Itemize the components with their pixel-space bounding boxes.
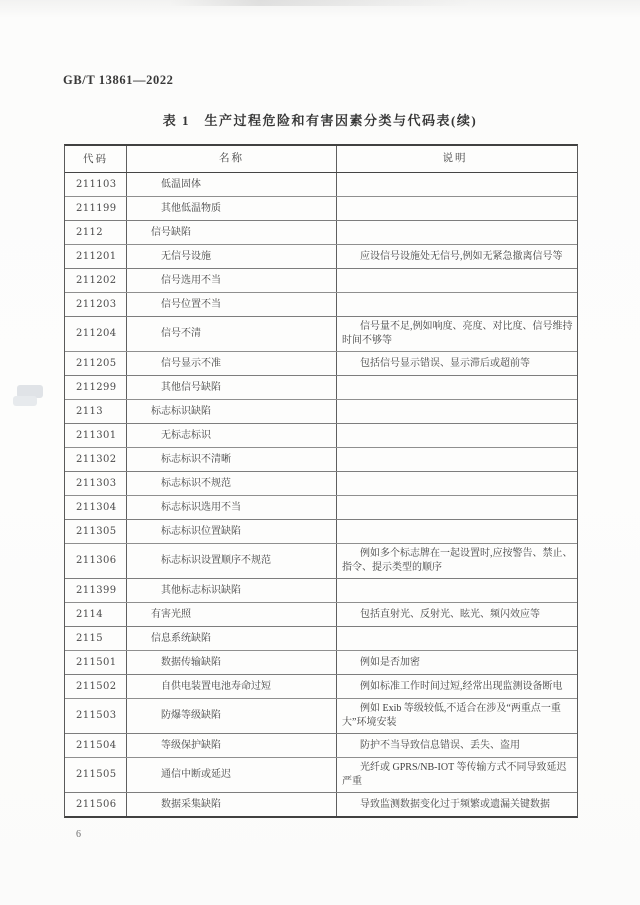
code-cell: 211302 xyxy=(65,448,127,471)
code-cell: 211506 xyxy=(65,793,127,816)
table-row xyxy=(65,793,577,816)
name-cell: 其他信号缺陷 xyxy=(127,376,337,399)
description-cell xyxy=(337,376,577,399)
table-row xyxy=(65,758,577,793)
watermark-icon xyxy=(13,385,44,408)
name-cell: 等级保护缺陷 xyxy=(127,734,337,757)
code-cell: 211306 xyxy=(65,544,127,578)
description-cell: 例如是否加密 xyxy=(360,656,420,668)
name-cell: 自供电装置电池寿命过短 xyxy=(127,675,337,698)
description-cell xyxy=(337,496,577,519)
description-cell xyxy=(337,627,577,650)
name-cell: 标志标识设置顺序不规范 xyxy=(127,544,337,578)
column-header-code: 代码 xyxy=(65,146,127,172)
name-cell: 标志标识位置缺陷 xyxy=(127,520,337,543)
page-number: 6 xyxy=(76,829,81,840)
table-row xyxy=(65,734,577,758)
table-row xyxy=(65,245,577,269)
description-cell xyxy=(337,221,577,244)
name-cell: 低温固体 xyxy=(127,173,337,196)
description-cell xyxy=(337,448,577,471)
description-cell: 例如多个标志牌在一起设置时,应按警告、禁止、指令、提示类型的顺序 xyxy=(342,548,573,573)
name-cell: 标志标识不清晰 xyxy=(127,448,337,471)
name-cell: 信号选用不当 xyxy=(127,269,337,292)
description-cell xyxy=(337,269,577,292)
description-cell: 例如标准工作时间过短,经常出现监测设备断电 xyxy=(360,680,563,692)
description-cell: 包括信号显示错误、显示滞后或超前等 xyxy=(360,357,530,369)
description-cell xyxy=(337,400,577,423)
code-cell: 211103 xyxy=(65,173,127,196)
table-row xyxy=(65,472,577,496)
code-cell: 211301 xyxy=(65,424,127,447)
table-row xyxy=(65,221,577,245)
code-cell: 211201 xyxy=(65,245,127,268)
code-cell: 211305 xyxy=(65,520,127,543)
code-cell: 211205 xyxy=(65,352,127,375)
name-cell: 其他低温物质 xyxy=(127,197,337,220)
table-row xyxy=(65,173,577,197)
name-cell: 数据采集缺陷 xyxy=(127,793,337,816)
description-cell xyxy=(337,173,577,196)
code-cell: 2113 xyxy=(65,400,127,423)
name-cell: 信号不清 xyxy=(127,317,337,351)
table-row xyxy=(65,317,577,352)
name-cell: 信号位置不当 xyxy=(127,293,337,316)
name-cell: 无信号设施 xyxy=(127,245,337,268)
code-cell: 211203 xyxy=(65,293,127,316)
table-title: 表 1 生产过程危险和有害因素分类与代码表(续) xyxy=(162,113,478,128)
table-row xyxy=(65,603,577,627)
code-cell: 211503 xyxy=(65,699,127,733)
table-row xyxy=(65,544,577,579)
name-cell: 信号显示不准 xyxy=(127,352,337,375)
name-cell: 数据传输缺陷 xyxy=(127,651,337,674)
column-header-name: 名称 xyxy=(127,146,337,172)
description-cell xyxy=(337,579,577,602)
description-cell xyxy=(337,197,577,220)
table-row xyxy=(65,400,577,424)
table-row xyxy=(65,293,577,317)
table-row xyxy=(65,269,577,293)
code-cell: 211303 xyxy=(65,472,127,495)
table-row xyxy=(65,627,577,651)
description-cell xyxy=(337,424,577,447)
code-cell: 211202 xyxy=(65,269,127,292)
table-row xyxy=(65,352,577,376)
table-row xyxy=(65,496,577,520)
table-row xyxy=(65,424,577,448)
name-cell: 防爆等级缺陷 xyxy=(127,699,337,733)
code-cell: 211505 xyxy=(65,758,127,792)
hazard-code-table xyxy=(64,144,578,818)
name-cell: 无标志标识 xyxy=(127,424,337,447)
table-row xyxy=(65,699,577,734)
code-cell: 211304 xyxy=(65,496,127,519)
table-header-row xyxy=(65,146,577,173)
description-cell: 信号量不足,例如响度、亮度、对比度、信号维持时间不够等 xyxy=(342,321,573,346)
code-cell: 2114 xyxy=(65,603,127,626)
description-cell: 防护不当导致信息错误、丢失、盗用 xyxy=(360,739,520,751)
description-cell: 包括直射光、反射光、眩光、频闪效应等 xyxy=(360,608,540,620)
code-cell: 211399 xyxy=(65,579,127,602)
name-cell: 通信中断或延迟 xyxy=(127,758,337,792)
table-row xyxy=(65,376,577,400)
standard-number: GB/T 13861—2022 xyxy=(63,73,174,87)
description-cell xyxy=(337,293,577,316)
code-cell: 2112 xyxy=(65,221,127,244)
code-cell: 211299 xyxy=(65,376,127,399)
column-header-desc: 说明 xyxy=(442,153,468,164)
table-row xyxy=(65,520,577,544)
description-cell xyxy=(337,520,577,543)
code-cell: 211204 xyxy=(65,317,127,351)
name-cell: 有害光照 xyxy=(127,603,337,626)
name-cell: 标志标识不规范 xyxy=(127,472,337,495)
name-cell: 标志标识缺陷 xyxy=(127,400,337,423)
name-cell: 标志标识选用不当 xyxy=(127,496,337,519)
code-cell: 211504 xyxy=(65,734,127,757)
table-row xyxy=(65,448,577,472)
table-row xyxy=(65,579,577,603)
description-cell: 光纤或 GPRS/NB-IOT 等传输方式不同导致延迟严重 xyxy=(342,762,567,787)
name-cell: 其他标志标识缺陷 xyxy=(127,579,337,602)
description-cell xyxy=(337,472,577,495)
description-cell: 导致监测数据变化过于频繁或遗漏关键数据 xyxy=(360,798,550,810)
code-cell: 211502 xyxy=(65,675,127,698)
table-row xyxy=(65,197,577,221)
name-cell: 信息系统缺陷 xyxy=(127,627,337,650)
code-cell: 2115 xyxy=(65,627,127,650)
table-body xyxy=(65,173,577,816)
table-row xyxy=(65,651,577,675)
scan-artifact xyxy=(170,0,470,6)
code-cell: 211501 xyxy=(65,651,127,674)
table-row xyxy=(65,675,577,699)
name-cell: 信号缺陷 xyxy=(127,221,337,244)
code-cell: 211199 xyxy=(65,197,127,220)
description-cell: 例如 Exib 等级较低,不适合在涉及“两重点一重大”环境安装 xyxy=(342,703,561,728)
description-cell: 应设信号设施处无信号,例如无紧急撤离信号等 xyxy=(360,250,563,262)
